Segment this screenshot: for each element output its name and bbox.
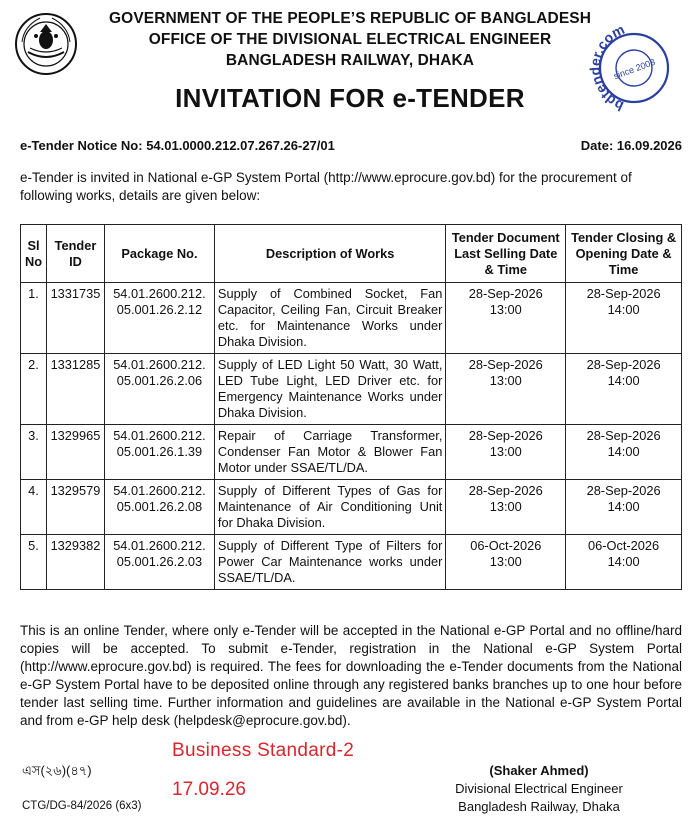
- signature-block: [444, 762, 634, 816]
- signer-name: (Shaker Ahmed): [489, 763, 589, 778]
- signer-title: Divisional Electrical Engineer: [455, 781, 623, 796]
- row-package-part-a: 54.01.2600.212.: [113, 538, 206, 553]
- row-selling-date: 28-Sep-2026: [468, 483, 543, 498]
- table-row: [21, 535, 682, 590]
- row-package-part-a: 54.01.2600.212.: [113, 483, 206, 498]
- header-line-office: OFFICE OF THE DIVISIONAL ELECTRICAL ENGINEER: [148, 31, 552, 48]
- row-package: [104, 535, 214, 590]
- row-package-part-b: 05.001.26.2.03: [116, 554, 203, 569]
- header-selling: Tender Document Last Selling Date & Time: [446, 225, 566, 283]
- row-selling-date: 28-Sep-2026: [468, 286, 543, 301]
- notice-number-value: 54.01.0000.212.07.267.26-27/01: [146, 138, 335, 153]
- intro-paragraph: e-Tender is invited in National e-GP System Portal (http://www.eprocure.gov.bd) for the procurement of following works, details are given below:: [20, 170, 632, 203]
- table-row: [21, 283, 682, 354]
- row-selling-time: 13:00: [489, 444, 522, 459]
- bengali-reference-code: এস(২৬)(৪৭): [22, 763, 92, 778]
- row-sl: 1.: [21, 283, 47, 354]
- row-tender-id: 1329579: [46, 480, 104, 535]
- row-closing: [566, 480, 682, 535]
- notice-date-value: 16.09.2026: [616, 138, 682, 153]
- table-row: [21, 425, 682, 480]
- header-closing: Tender Closing & Opening Date & Time: [566, 225, 682, 283]
- publication-label: Business Standard-2: [172, 740, 355, 761]
- row-package: [104, 480, 214, 535]
- publication-date: 17.09.26: [172, 779, 246, 800]
- notice-number-row: [20, 138, 682, 153]
- table-row: [21, 354, 682, 425]
- notice-header: [0, 8, 700, 114]
- row-description: Supply of Different Types of Gas for Maintenance of Air Conditioning Unit for Dhaka Division.: [214, 480, 445, 535]
- row-package-part-a: 54.01.2600.212.: [113, 428, 206, 443]
- notice-number-label: e-Tender Notice No:: [20, 138, 143, 153]
- row-package-part-b: 05.001.26.2.12: [116, 302, 203, 317]
- row-selling-time: 13:00: [489, 499, 522, 514]
- signer-organization: Bangladesh Railway, Dhaka: [458, 799, 620, 814]
- row-closing-time: 14:00: [607, 302, 640, 317]
- table-row: [21, 480, 682, 535]
- row-closing: [566, 425, 682, 480]
- notice-date-label: Date:: [580, 138, 614, 153]
- page-title: INVITATION FOR e-TENDER: [175, 83, 525, 113]
- row-selling-date: 06-Oct-2026: [470, 538, 542, 553]
- row-closing: [566, 283, 682, 354]
- row-selling-date: 28-Sep-2026: [468, 428, 543, 443]
- row-sl: 5.: [21, 535, 47, 590]
- instructions-paragraph: This is an online Tender, where only e-Tender will be accepted in the National e-GP Portal and no offline/hard copies will be accepted. To submit e-Tender, registration in the National e-GP System Portal (http://www.eprocure.gov.bd) is required. The fees for downloading the e-Tender documents from the National e-GP System Portal have to be deposited online through any registered banks branches up to one hour before tender last selling time. Further information and guidelines are available in the National e-GP System Portal and from e-GP help desk (helpdesk@eprocure.gov.bd).: [20, 623, 682, 728]
- stamp-since-text: since 2003: [612, 56, 657, 82]
- row-tender-id: 1331735: [46, 283, 104, 354]
- row-tender-id: 1329382: [46, 535, 104, 590]
- row-sl: 2.: [21, 354, 47, 425]
- row-package: [104, 283, 214, 354]
- row-package-part-b: 05.001.26.2.08: [116, 499, 203, 514]
- row-package-part-b: 05.001.26.1.39: [116, 444, 203, 459]
- row-closing-date: 28-Sep-2026: [586, 428, 661, 443]
- stamp-site-text: bdtender.com: [586, 20, 627, 115]
- header-line-railway: BANGLADESH RAILWAY, DHAKA: [225, 52, 475, 69]
- header-description: Description of Works: [214, 225, 445, 283]
- tender-table-header: [21, 225, 682, 283]
- row-description: Supply of Different Type of Filters for Power Car Maintenance works under SSAE/TL/DA.: [214, 535, 445, 590]
- row-closing-time: 14:00: [607, 373, 640, 388]
- row-closing-date: 28-Sep-2026: [586, 357, 661, 372]
- ctg-reference: CTG/DG-84/2026 (6x3): [22, 800, 142, 812]
- row-selling: [446, 354, 566, 425]
- row-closing: [566, 354, 682, 425]
- row-description: Supply of LED Light 50 Watt, 30 Watt, LED Tube Light, LED Driver etc. for Emergency Maintenance Works under Dhaka Division.: [214, 354, 445, 425]
- row-selling-date: 28-Sep-2026: [468, 357, 543, 372]
- row-description: Repair of Carriage Transformer, Condenser Fan Motor & Blower Fan Motor under SSAE/TL/DA.: [214, 425, 445, 480]
- row-closing-date: 28-Sep-2026: [586, 483, 661, 498]
- row-sl: 4.: [21, 480, 47, 535]
- notice-number: [20, 138, 335, 153]
- row-sl: 3.: [21, 425, 47, 480]
- row-selling: [446, 283, 566, 354]
- row-closing-time: 14:00: [607, 499, 640, 514]
- row-package-part-b: 05.001.26.2.06: [116, 373, 203, 388]
- row-closing: [566, 535, 682, 590]
- row-selling-time: 13:00: [489, 302, 522, 317]
- header-sl: Sl No: [21, 225, 47, 283]
- header-line-government: GOVERNMENT OF THE PEOPLE’S REPUBLIC OF BANGLADESH: [109, 10, 591, 27]
- row-selling-time: 13:00: [489, 554, 522, 569]
- row-package: [104, 425, 214, 480]
- row-tender-id: 1329965: [46, 425, 104, 480]
- row-package: [104, 354, 214, 425]
- row-closing-time: 14:00: [607, 444, 640, 459]
- header-package: Package No.: [104, 225, 214, 283]
- row-selling: [446, 480, 566, 535]
- row-selling: [446, 535, 566, 590]
- row-package-part-a: 54.01.2600.212.: [113, 286, 206, 301]
- row-closing-date: 06-Oct-2026: [588, 538, 660, 553]
- tender-table: [20, 224, 682, 590]
- notice-date: [581, 138, 682, 153]
- row-closing-date: 28-Sep-2026: [586, 286, 661, 301]
- row-selling: [446, 425, 566, 480]
- header-tender-id: Tender ID: [46, 225, 104, 283]
- row-selling-time: 13:00: [489, 373, 522, 388]
- row-closing-time: 14:00: [607, 554, 640, 569]
- row-description: Supply of Combined Socket, Fan Capacitor, Ceiling Fan, Circuit Breaker etc. for Maintenance Works under Dhaka Division.: [214, 283, 445, 354]
- row-package-part-a: 54.01.2600.212.: [113, 357, 206, 372]
- row-tender-id: 1331285: [46, 354, 104, 425]
